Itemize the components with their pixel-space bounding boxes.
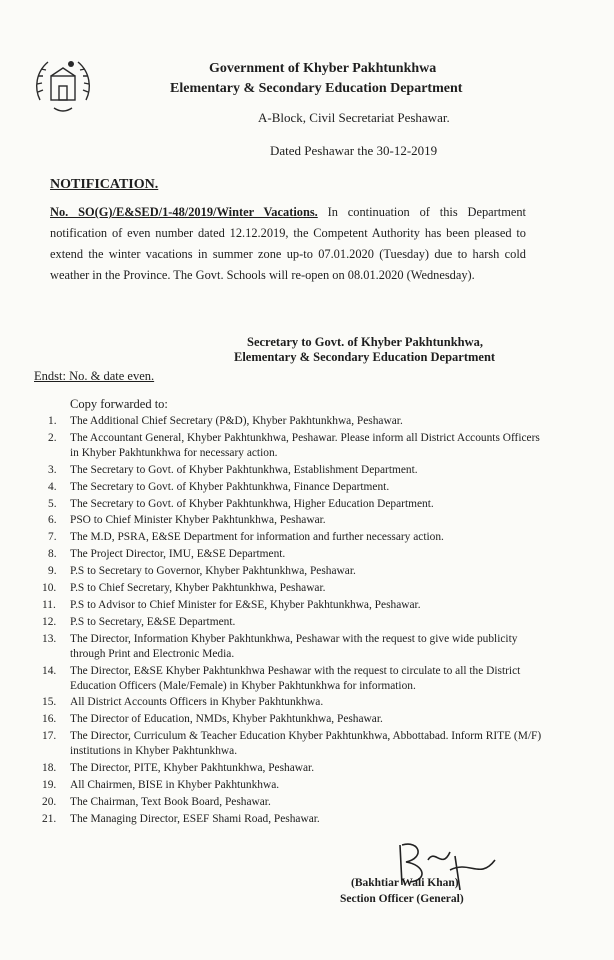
- recipient-number: 11.: [42, 598, 56, 611]
- recipient-text: The Chairman, Text Book Board, Peshawar.: [70, 795, 271, 808]
- date-line: Dated Peshawar the 30-12-2019: [270, 143, 438, 158]
- recipient-item: [34, 581, 544, 596]
- recipient-number: 13.: [42, 632, 57, 645]
- recipient-number: 6.: [48, 514, 57, 527]
- recipient-item: [34, 497, 544, 512]
- recipient-item: [34, 615, 544, 630]
- recipient-number: 21.: [42, 812, 57, 825]
- recipient-number: 1.: [48, 415, 57, 427]
- secretary-line-2: Elementary & Secondary Education Department: [234, 350, 496, 364]
- recipient-number: 14.: [42, 664, 57, 677]
- recipient-number: 19.: [42, 779, 57, 792]
- recipient-item: [34, 513, 544, 528]
- recipient-text: The Secretary to Govt. of Khyber Pakhtunkhwa, Higher Education Department.: [70, 497, 434, 510]
- recipient-number: 5.: [48, 497, 57, 510]
- recipient-number: 16.: [42, 713, 57, 726]
- recipient-item: [34, 414, 544, 429]
- recipient-text: PSO to Chief Minister Khyber Pakhtunkhwa, Peshawar.: [70, 514, 326, 527]
- notification-body: [50, 202, 526, 286]
- recipient-text: The Director, E&SE Khyber Pakhtunkhwa Peshawar with the request to circulate to all the District Education Officers (Male/Female) in Khyber Pakhtunkhwa for information.: [70, 664, 521, 692]
- recipient-text: P.S to Secretary to Governor, Khyber Pakhtunkhwa, Peshawar.: [70, 565, 356, 578]
- recipient-text: The Director of Education, NMDs, Khyber Pakhtunkhwa, Peshawar.: [70, 713, 383, 726]
- secretary-line-1: Secretary to Govt. of Khyber Pakhtunkhwa,: [247, 335, 483, 349]
- recipient-text: The Director, Information Khyber Pakhtunkhwa, Peshawar with the request to give wide publicity through Print and Electronic Media.: [70, 632, 518, 660]
- recipient-text: All Chairmen, BISE in Khyber Pakhtunkhwa.: [70, 779, 280, 792]
- recipient-item: [34, 712, 544, 727]
- recipient-item: [34, 812, 544, 827]
- department-title: Elementary & Secondary Education Department: [170, 81, 463, 96]
- recipient-text: The Director, Curriculum & Teacher Education Khyber Pakhtunkhwa, Abbottabad. Inform RITE (M/F) institutions in Khyber Pakhtunkhwa.: [70, 730, 542, 758]
- recipient-text: The Additional Chief Secretary (P&D), Khyber Pakhtunkhwa, Peshawar.: [70, 415, 403, 427]
- recipient-text: P.S to Advisor to Chief Minister for E&SE, Khyber Pakhtunkhwa, Peshawar.: [70, 598, 421, 611]
- government-emblem-icon: [30, 52, 96, 118]
- recipient-text: The Project Director, IMU, E&SE Department.: [70, 548, 286, 561]
- recipient-number: 17.: [42, 730, 57, 743]
- recipient-item: [34, 547, 544, 562]
- notification-title: NOTIFICATION.: [50, 177, 159, 192]
- recipient-text: The M.D, PSRA, E&SE Department for information and further necessary action.: [70, 531, 444, 544]
- recipient-item: [34, 695, 544, 710]
- recipient-number: 7.: [48, 531, 57, 544]
- signatory-name: (Bakhtiar Wali Khan): [351, 877, 459, 889]
- recipient-item: [34, 431, 544, 461]
- recipient-text: All District Accounts Officers in Khyber Pakhtunkhwa.: [70, 696, 324, 709]
- recipient-item: [34, 795, 544, 810]
- recipient-number: 10.: [42, 582, 57, 595]
- recipient-text: The Director, PITE, Khyber Pakhtunkhwa, Peshawar.: [70, 762, 315, 775]
- recipient-text: The Accountant General, Khyber Pakhtunkhwa, Peshawar. Please inform all District Accounts Officers in Khyber Pakhtunkhwa for necessary action.: [70, 431, 540, 459]
- recipient-item: [34, 530, 544, 545]
- recipient-text: The Managing Director, ESEF Shami Road, Peshawar.: [70, 812, 320, 825]
- recipient-number: 12.: [42, 615, 57, 628]
- recipient-item: [34, 778, 544, 793]
- recipient-number: 2.: [48, 431, 57, 444]
- recipient-item: [34, 480, 544, 495]
- distribution-list: [34, 414, 544, 829]
- recipient-item: [34, 632, 544, 662]
- recipient-item: [34, 463, 544, 478]
- recipient-item: [34, 598, 544, 613]
- signatory-designation: Section Officer (General): [340, 893, 464, 905]
- recipient-number: 8.: [48, 548, 57, 561]
- government-title: Government of Khyber Pakhtunkhwa: [209, 61, 437, 76]
- endorsement-line: Endst: No. & date even.: [34, 369, 155, 383]
- recipient-number: 3.: [48, 463, 57, 476]
- recipient-item: [34, 564, 544, 579]
- notification-reference: No. SO(G)/E&SED/1-48/2019/Winter Vacations.: [50, 205, 318, 219]
- recipient-number: 9.: [48, 565, 57, 578]
- address-line: A-Block, Civil Secretariat Peshawar.: [258, 110, 450, 125]
- recipient-number: 15.: [42, 696, 57, 709]
- recipient-item: [34, 664, 544, 694]
- recipient-item: [34, 729, 544, 759]
- recipient-text: The Secretary to Govt. of Khyber Pakhtunkhwa, Finance Department.: [70, 480, 390, 493]
- handwritten-signature: [380, 830, 500, 900]
- recipient-number: 20.: [42, 795, 57, 808]
- recipient-text: P.S to Chief Secretary, Khyber Pakhtunkhwa, Peshawar.: [70, 582, 326, 595]
- recipient-text: P.S to Secretary, E&SE Department.: [70, 615, 236, 628]
- recipient-item: [34, 761, 544, 776]
- copy-forwarded-label: Copy forwarded to:: [70, 397, 168, 411]
- recipient-text: The Secretary to Govt. of Khyber Pakhtunkhwa, Establishment Department.: [70, 463, 418, 476]
- recipient-number: 18.: [42, 762, 57, 775]
- recipient-number: 4.: [48, 480, 57, 493]
- notification-text: In continuation of this Department notification of even number dated 12.12.2019, the Competent Authority has been pleased to extend the winter vacations in summer zone up-to 07.01.2020 (Tuesday) due to harsh cold weather in the Province. The Govt. Schools will re-open on 08.01.2020 (Wednesday).: [50, 205, 526, 282]
